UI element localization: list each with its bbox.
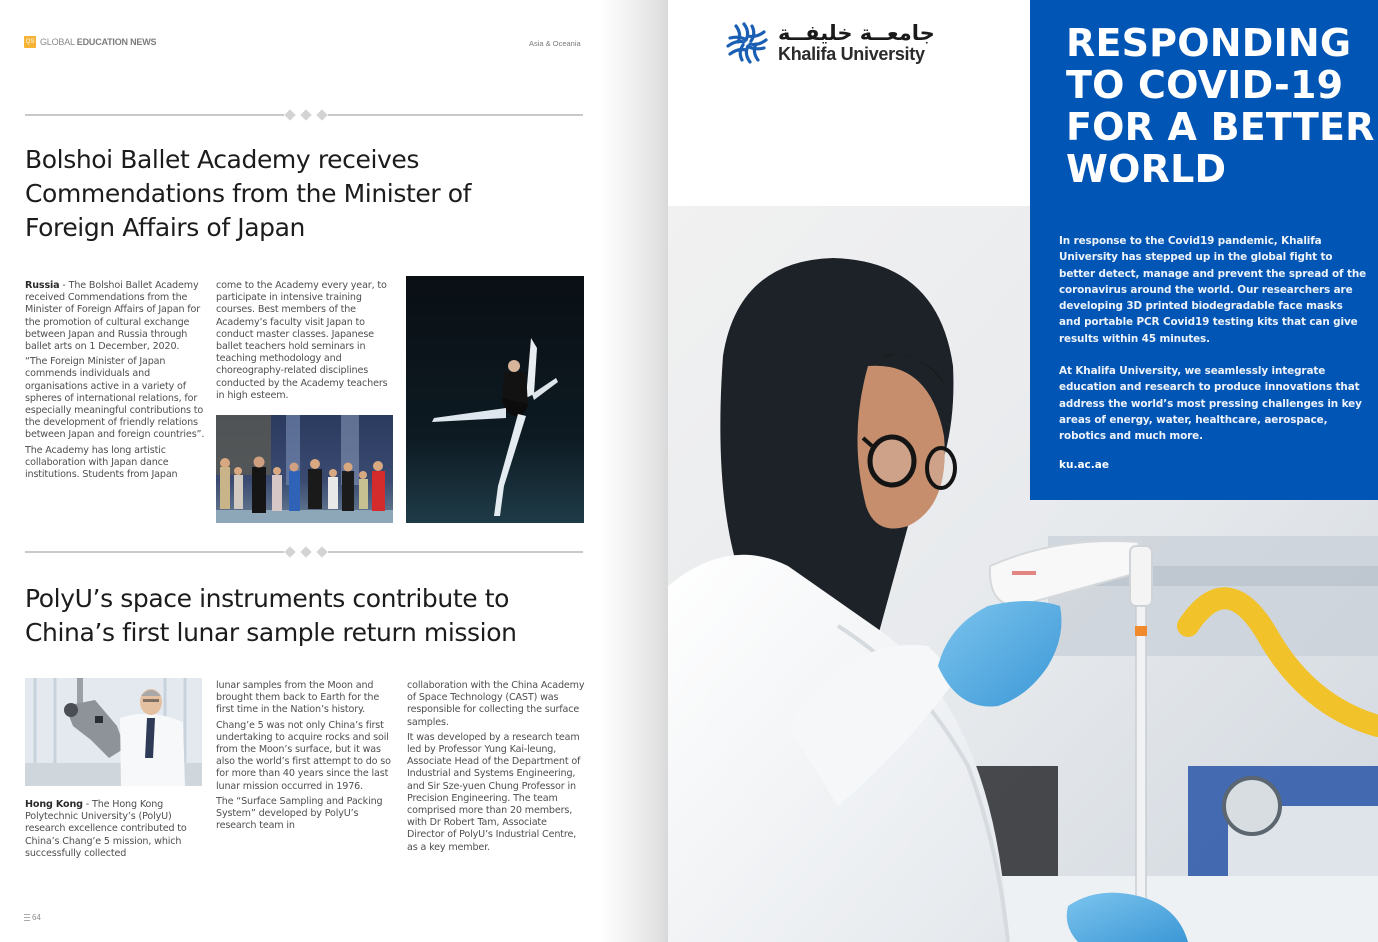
- paragraph: collaboration with the China Academy of Space Technology (CAST) was responsible for collecting the surface samples.: [407, 680, 585, 728]
- ballet-dancer-arabesque-photo: [406, 276, 584, 523]
- khalifa-emblem-icon: [724, 20, 770, 66]
- paragraph: The “Surface Sampling and Packing System” developed by PolyU’s research team in: [216, 795, 383, 832]
- section-divider: [25, 110, 583, 120]
- article-polyu-column-3: [407, 680, 587, 857]
- publication-name: [40, 37, 156, 47]
- article-headline-bolshoi: Bolshoi Ballet Academy receives Commendations from the Minister of Foreign Affairs of Japan: [25, 145, 472, 242]
- article-polyu-column-1: [25, 799, 205, 863]
- divider-ornament: [284, 547, 328, 557]
- title-line: WORLD: [1066, 147, 1227, 191]
- panel-paragraph-covid: In response to the Covid19 pandemic, Khalifa University has stepped up in the global fight to better detect, manage and prevent the spread of the coronavirus around the world. Our researchers are developing 3D printed biodegradable face masks and portable PCR Covid19 testing kits that can give results within 45 minutes.: [1059, 235, 1367, 345]
- covid-response-panel: [1030, 0, 1378, 500]
- page-gutter-shadow: [600, 0, 668, 942]
- professor-with-space-instrument-photo: [25, 678, 202, 786]
- article-headline-polyu: PolyU’s space instruments contribute to China’s first lunar sample return mission: [25, 584, 517, 647]
- right-page-advert: [668, 0, 1378, 942]
- page-number: [24, 913, 41, 922]
- paragraph: It was developed by a research team led by Professor Yung Kai-leung, Associate Head of the Department of Industrial and Systems Engineering, and Sir Sze-yuen Chung Professor in Precision Engineering. The team comprised more than 20 members, with Dr Robert Tam, Associate Director of PolyU’s Industrial Centre, as a key member.: [407, 731, 581, 853]
- khalifa-wordmark: [778, 22, 935, 64]
- paragraph: Chang’e 5 was not only China’s first undertaking to acquire rocks and soil from the Moon’s surface, but it was also the world’s first attempt to do so for more than 40 years since the last lunar mission occurred in 1976.: [216, 719, 391, 792]
- publication-name-light: GLOBAL: [40, 37, 77, 47]
- paragraph: come to the Academy every year, to participate in intensive training courses. Best members of the Academy’s faculty visit Japan to conduct master classes. Japanese ballet teachers hold seminars in teaching methodology and choreography-related disciplines conducted by the Academy teachers in high esteem.: [216, 280, 388, 401]
- khalifa-arabic-name: جامعــة خليفــة: [778, 21, 935, 45]
- dateline: Hong Kong: [25, 799, 83, 810]
- paragraph: [25, 280, 205, 353]
- diamond-icon: [316, 109, 327, 120]
- paragraph: The Academy has long artistic collaboration with Japan dance institutions. Students from Japan: [25, 444, 178, 481]
- article-bolshoi-column-2: [216, 280, 394, 405]
- ballet-curtain-call-illustration: [216, 415, 393, 523]
- paragraph-text: - The Bolshoi Ballet Academy received Commendations from the Minister of Foreign Affairs of Japan for the promotion of cultural exchange between Japan and Russia through ballet arts on 1 December, 2020.: [25, 280, 201, 353]
- diamond-icon: [300, 546, 311, 557]
- paragraph-text: - The Hong Kong Polytechnic University’s (PolyU) research excellence contributed to China’s Chang’e 5 mission, which successfully collected: [25, 799, 187, 859]
- publication-name-bold: EDUCATION NEWS: [76, 37, 157, 47]
- dateline: Russia: [25, 280, 60, 291]
- ballet-dancer-illustration: [406, 276, 584, 523]
- professor-illustration: [25, 678, 202, 786]
- masthead: [24, 36, 156, 48]
- paragraph: [25, 799, 205, 860]
- khalifa-english-name: Khalifa University: [778, 44, 925, 64]
- website-link[interactable]: ku.ac.ae: [1059, 459, 1109, 471]
- menu-icon: [24, 914, 30, 921]
- khalifa-university-logo: [724, 20, 935, 66]
- region-label: Asia & Oceania: [529, 39, 581, 48]
- section-divider: [25, 547, 583, 557]
- panel-paragraph-mission: At Khalifa University, we seamlessly integrate education and research to produce innovations that address the world’s most pressing challenges in key areas of energy, water, healthcare, aerospace, robotics and much more.: [1059, 365, 1362, 443]
- panel-title: [1066, 22, 1376, 190]
- diamond-icon: [316, 546, 327, 557]
- diamond-icon: [300, 109, 311, 120]
- title-line: FOR A BETTER: [1066, 105, 1375, 149]
- left-page: [0, 0, 640, 942]
- title-line: RESPONDING: [1066, 21, 1352, 65]
- paragraph: lunar samples from the Moon and brought them back to Earth for the first time in the Nation’s history.: [216, 680, 380, 716]
- page-number-text: 64: [32, 913, 41, 922]
- divider-ornament: [284, 110, 328, 120]
- diamond-icon: [284, 109, 295, 120]
- title-line: TO COVID-19: [1066, 63, 1344, 107]
- article-polyu-column-2: [216, 680, 391, 835]
- article-bolshoi-column-1: [25, 280, 205, 484]
- paragraph: “The Foreign Minister of Japan commends individuals and organisations active in a variety of spheres of international relations, for especially meaningful contributions to the development of friendly relations between Japan and foreign countries”.: [25, 356, 205, 441]
- qs-logo-icon: QS: [24, 36, 36, 48]
- ballet-curtain-call-photo: [216, 415, 393, 523]
- diamond-icon: [284, 546, 295, 557]
